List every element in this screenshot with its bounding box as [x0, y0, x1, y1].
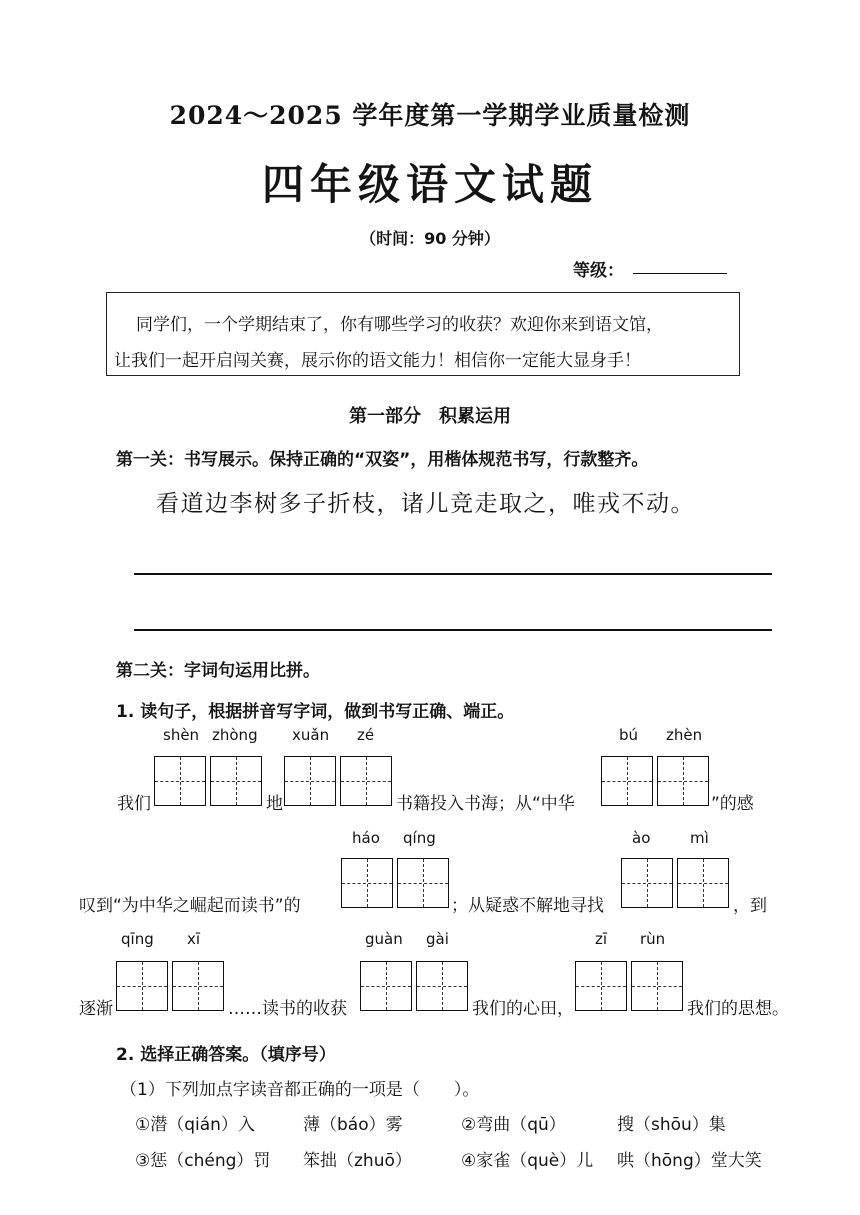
intro-line-2: 让我们一起开启闯关赛，展示你的语文能力！相信你一定能大显身手！ — [114, 351, 641, 371]
sentence-text: 叹到“为中华之崛起而读书”的 — [79, 896, 301, 916]
pinyin-label: qíng — [403, 829, 436, 847]
pinyin-label: guàn — [365, 930, 403, 948]
pinyin-label: zhòng — [212, 726, 258, 744]
pinyin-label: zhèn — [666, 726, 703, 744]
writing-line[interactable] — [134, 629, 772, 631]
grade-blank[interactable] — [633, 273, 727, 274]
exam-header: 2024～2025 学年度第一学期学业质量检测 — [169, 101, 691, 130]
pinyin-label: gài — [426, 930, 449, 948]
option-text: ④家雀（què）儿 — [461, 1151, 594, 1171]
option-text: 搜（shōu）集 — [617, 1115, 726, 1135]
question-1-title: 1. 读句子，根据拼音写字词，做到书写正确、端正。 — [116, 702, 515, 722]
pinyin-label: bú — [619, 726, 639, 744]
sentence-text: ”的感 — [711, 794, 754, 814]
writing-cell[interactable] — [657, 756, 709, 806]
pinyin-label: ào — [632, 829, 651, 847]
writing-cell[interactable] — [397, 858, 449, 908]
writing-cell[interactable] — [621, 858, 673, 908]
option-text: ②弯曲（qū） — [461, 1115, 566, 1135]
writing-cell[interactable] — [341, 858, 393, 908]
intro-line-1: 同学们，一个学期结束了，你有哪些学习的收获？欢迎你来到语文馆， — [136, 315, 663, 335]
sentence-text: 逐渐 — [79, 999, 113, 1019]
option-text: 笨拙（zhuō） — [303, 1151, 412, 1171]
pinyin-label: xī — [187, 930, 201, 948]
sentence-text: ；从疑惑不解地寻找 — [451, 896, 604, 916]
sentence-text: 我们的思想。 — [687, 999, 789, 1019]
pinyin-label: zé — [357, 726, 375, 744]
pinyin-label: shèn — [163, 726, 200, 744]
writing-cell[interactable] — [575, 961, 627, 1011]
writing-cell[interactable] — [172, 961, 224, 1011]
sentence-text: ……读书的收获 — [228, 999, 347, 1019]
writing-cell[interactable] — [416, 961, 468, 1011]
writing-cell[interactable] — [340, 756, 392, 806]
sentence-text: 我们的心田， — [472, 999, 574, 1019]
sentence-text: 我们 — [117, 794, 151, 814]
pinyin-label: rùn — [640, 930, 666, 948]
sentence-text: ，到 — [733, 896, 767, 916]
question-2-title: 2. 选择正确答案。（填序号） — [116, 1045, 336, 1065]
writing-cell[interactable] — [284, 756, 336, 806]
copy-sentence: 看道边李树多子折枝，诸儿竞走取之，唯戎不动。 — [156, 491, 695, 517]
sentence-text: 书籍投入书海；从“中华 — [396, 794, 575, 814]
question-2-1: （1）下列加点字读音都正确的一项是（ ）。 — [120, 1080, 480, 1100]
writing-cell[interactable] — [677, 858, 729, 908]
page-title: 四年级语文试题 — [261, 160, 598, 209]
level2-title: 第二关：字词句运用比拼。 — [116, 661, 320, 681]
exam-time: （时间：90 分钟） — [360, 229, 500, 248]
writing-cell[interactable] — [154, 756, 206, 806]
writing-cell[interactable] — [210, 756, 262, 806]
writing-line[interactable] — [134, 573, 772, 575]
option-text: ③惩（chéng）罚 — [135, 1151, 271, 1171]
pinyin-label: qīng — [121, 930, 154, 948]
option-text: 薄（báo）雾 — [303, 1115, 403, 1135]
pinyin-label: xuǎn — [292, 726, 330, 744]
sentence-text: 地 — [266, 794, 283, 814]
pinyin-label: háo — [352, 829, 380, 847]
writing-cell[interactable] — [631, 961, 683, 1011]
grade-label: 等级： — [573, 261, 624, 281]
option-text: ①潜（qián）入 — [135, 1115, 255, 1135]
pinyin-label: mì — [690, 829, 709, 847]
writing-cell[interactable] — [360, 961, 412, 1011]
section-heading: 第一部分 积累运用 — [349, 406, 511, 427]
pinyin-label: zī — [595, 930, 608, 948]
level1-title: 第一关：书写展示。保持正确的“双姿”，用楷体规范书写，行款整齐。 — [116, 450, 649, 470]
option-text: 哄（hōng）堂大笑 — [617, 1151, 762, 1171]
writing-cell[interactable] — [116, 961, 168, 1011]
writing-cell[interactable] — [601, 756, 653, 806]
